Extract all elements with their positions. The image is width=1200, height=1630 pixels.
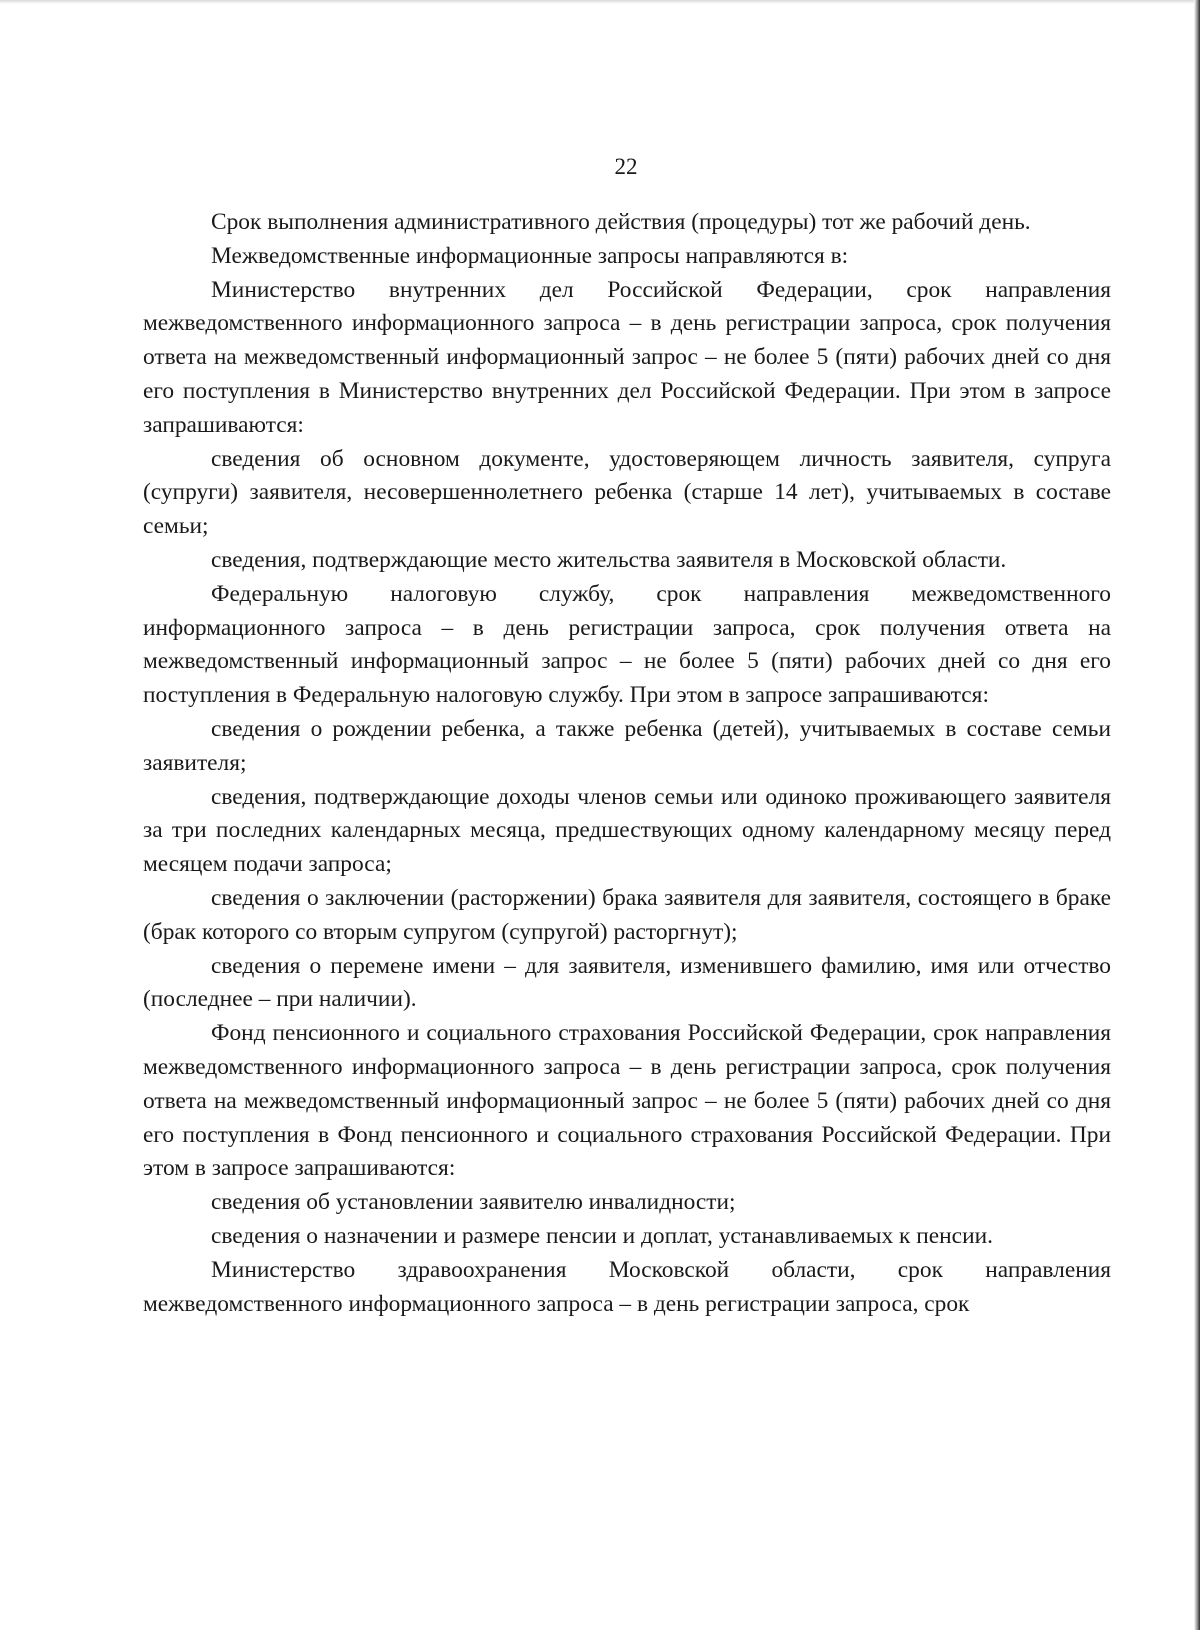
paragraph-14: Министерство здравоохранения Московской области, срок направления межведомственного информационного запроса – в день регистрации запроса, срок <box>143 1256 1111 1317</box>
paragraph-10: сведения о перемене имени – для заявителя, изменившего фамилию, имя или отчество (последнее – при наличии). <box>143 952 1111 1013</box>
paragraph-6: Федеральную налоговую службу, срок направления межведомственного информационного запроса – в день регистрации запроса, срок получения ответа на межведомственный информационный запрос – не более 5 (пяти) рабочих дней со дня его поступления в Федеральную налоговую службу. При этом в запросе запрашиваются: <box>143 580 1111 709</box>
paragraph-2: Межведомственные информационные запросы направляются в: <box>211 242 849 269</box>
page-number: 22 <box>614 154 638 179</box>
paragraph-11: Фонд пенсионного и социального страхования Российской Федерации, срок направления межведомственного информационного запроса – в день регистрации запроса, срок получения ответа на межведомственный информационный запрос – не более 5 (пяти) рабочих дней со дня его поступления в Фонд пенсионного и социального страхования Российской Федерации. При этом в запросе запрашиваются: <box>143 1020 1111 1182</box>
paragraph-13: сведения о назначении и размере пенсии и доплат, устанавливаемых к пенсии. <box>211 1222 993 1249</box>
paragraph-4: сведения об основном документе, удостоверяющем личность заявителя, супруга (супруги) заявителя, несовершеннолетнего ребенка (старше 14 лет), учитываемых в составе семьи; <box>143 445 1111 540</box>
scan-top-edge <box>0 0 1200 4</box>
paragraph-7: сведения о рождении ребенка, а также ребенка (детей), учитываемых в составе семьи заявителя; <box>143 715 1111 776</box>
paragraph-8: сведения, подтверждающие доходы членов семьи или одиноко проживающего заявителя за три последних календарных месяца, предшествующих одному календарному месяцу перед месяцем подачи запроса; <box>143 783 1111 878</box>
paragraph-12: сведения об установлении заявителю инвалидности; <box>211 1189 736 1216</box>
paragraph-5: сведения, подтверждающие место жительства заявителя в Московской области. <box>211 546 1007 573</box>
paragraph-1: Срок выполнения административного действия (процедуры) тот же рабочий день. <box>211 209 1031 235</box>
document-body <box>143 206 1111 1321</box>
scan-right-edge <box>1194 0 1200 1630</box>
paragraph-3: Министерство внутренних дел Российской Федерации, срок направления межведомственного информационного запроса – в день регистрации запроса, срок получения ответа на межведомственный информационный запрос – не более 5 (пяти) рабочих дней со дня его поступления в Министерство внутренних дел Российской Федерации. При этом в запросе запрашиваются: <box>143 276 1111 438</box>
paragraph-9: сведения о заключении (расторжении) брака заявителя для заявителя, состоящего в браке (брак которого со вторым супругом (супругой) расторгнут); <box>143 884 1111 945</box>
